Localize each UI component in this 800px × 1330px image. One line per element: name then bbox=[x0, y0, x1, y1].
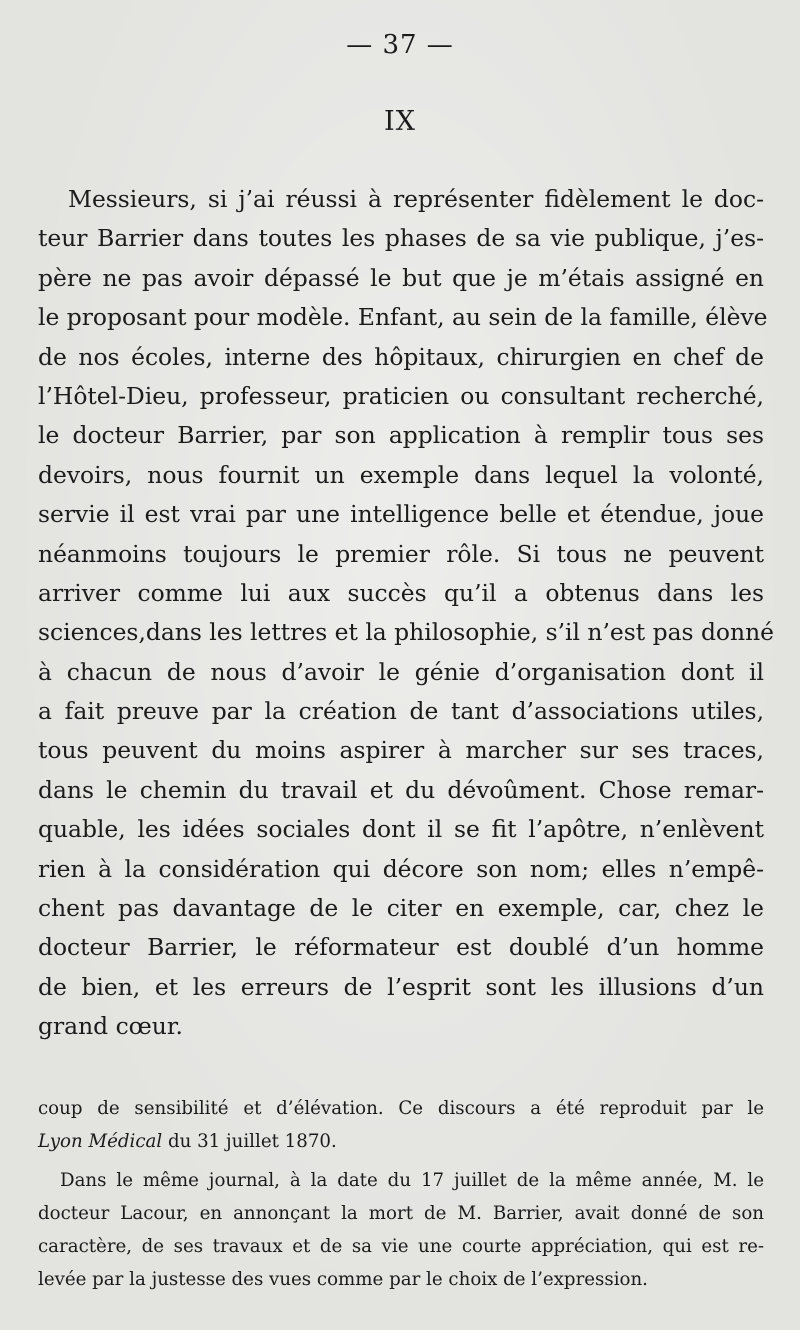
text-line: de bien, et les erreurs de l’esprit sont les illusions d’un bbox=[38, 972, 764, 1001]
footnote-line: docteur Lacour, en annonçant la mort de M. Barrier, avait donné de son bbox=[38, 1203, 764, 1224]
text-line: néanmoins toujours le premier rôle. Si tous ne peuvent bbox=[38, 539, 764, 568]
text-line: teur Barrier dans toutes les phases de sa vie publique, j’es- bbox=[38, 224, 764, 253]
section-heading: IX bbox=[384, 106, 416, 137]
text-line: à chacun de nous d’avoir le génie d’organisation dont il bbox=[38, 657, 764, 686]
footnote-line: levée par la justesse des vues comme par le choix de l’expression. bbox=[38, 1269, 648, 1290]
text-line: tous peuvent du moins aspirer à marcher sur ses traces, bbox=[38, 736, 764, 765]
footnote-line: coup de sensibilité et d’élévation. Ce discours a été reproduit par le bbox=[38, 1098, 764, 1119]
body-paragraph bbox=[38, 180, 774, 1047]
page-number: — 37 — bbox=[346, 30, 454, 60]
text-line: a fait preuve par la création de tant d’associations utiles, bbox=[38, 697, 764, 726]
text-line: servie il est vrai par une intelligence belle et étendue, joue bbox=[38, 500, 764, 529]
text-line: Messieurs, si j’ai réussi à représenter fidèlement le doc- bbox=[68, 185, 764, 213]
text-line: arriver comme lui aux succès qu’il a obtenus dans les bbox=[38, 578, 764, 607]
text-line: devoirs, nous fournit un exemple dans lequel la volonté, bbox=[38, 460, 764, 489]
footnote-date: du 31 juillet 1870. bbox=[162, 1131, 337, 1152]
text-line: docteur Barrier, le réformateur est doublé d’un homme bbox=[38, 933, 764, 962]
text-line: rien à la considération qui décore son nom; elles n’empê- bbox=[38, 854, 764, 883]
footnote-line: caractère, de ses travaux et de sa vie une courte appréciation, qui est re- bbox=[38, 1236, 764, 1257]
text-line: de nos écoles, interne des hôpitaux, chirurgien en chef de bbox=[38, 342, 764, 371]
journal-title: Lyon Médical bbox=[38, 1131, 163, 1152]
footnote-line bbox=[38, 1125, 764, 1158]
text-line: chent pas davantage de le citer en exemple, car, chez le bbox=[38, 894, 764, 923]
text-line: dans le chemin du travail et du dévoûment. Chose remar- bbox=[38, 775, 764, 804]
text-line: père ne pas avoir dépassé le but que je m’étais assigné en bbox=[38, 263, 764, 292]
text-line: le docteur Barrier, par son application à remplir tous ses bbox=[38, 421, 764, 450]
footnote-line: Dans le même journal, à la date du 17 juillet de la même année, M. le bbox=[60, 1170, 764, 1191]
text-line: sciences,dans les lettres et la philosophie, s’il n’est pas donné bbox=[38, 618, 774, 647]
text-line: le proposant pour modèle. Enfant, au sein de la famille, élève bbox=[38, 303, 768, 332]
text-line: quable, les idées sociales dont il se fit l’apôtre, n’enlèvent bbox=[38, 815, 764, 844]
footnote bbox=[38, 1092, 764, 1296]
text-line: l’Hôtel-Dieu, professeur, praticien ou consultant recherché, bbox=[38, 381, 764, 410]
text-line: grand cœur. bbox=[38, 1012, 183, 1041]
